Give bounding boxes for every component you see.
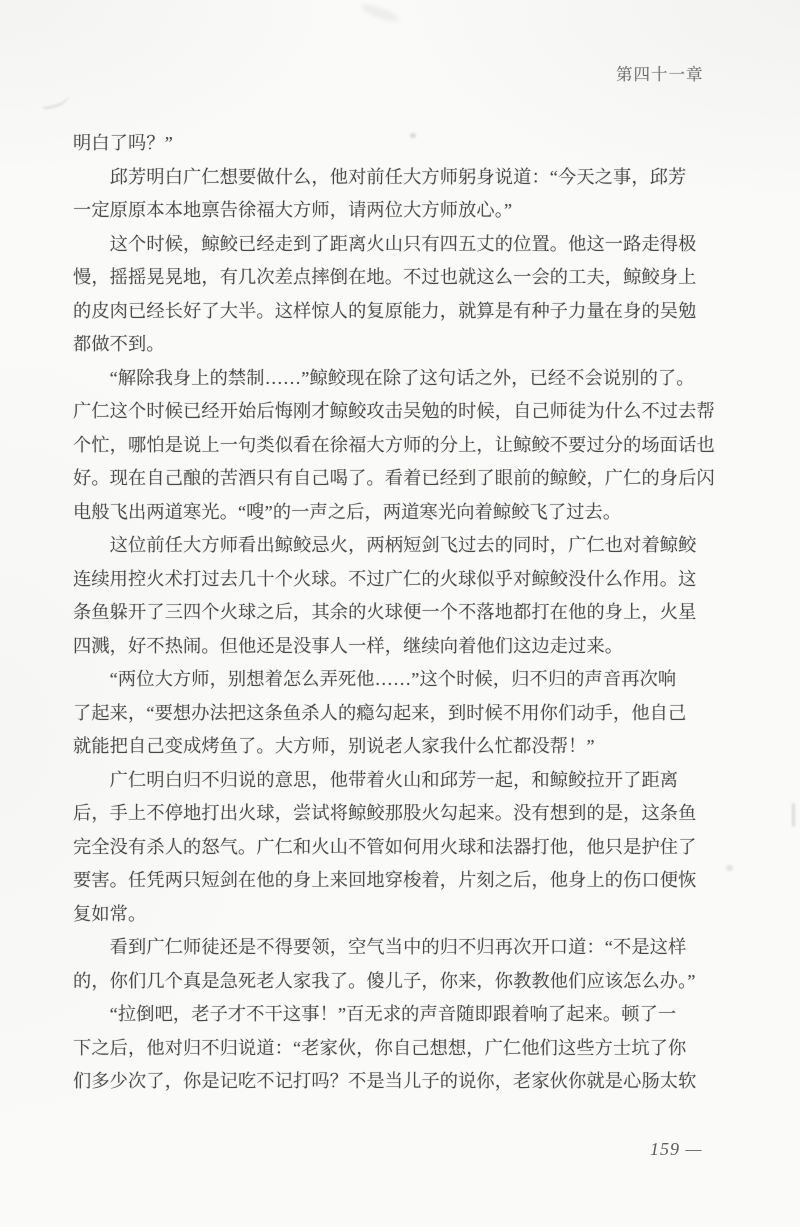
text-line: 这位前任大方师看出鲸鲛忌火，两柄短剑飞过去的同时，广仁也对着鲸鲛 <box>73 535 697 555</box>
text-line: 的皮肉已经长好了大半。这样惊人的复原能力，就算是有种子力量在身的吴勉 <box>73 300 697 321</box>
text-line: “两位大方师，别想着怎么弄死他……”这个时候，归不归的声音再次响 <box>73 669 677 689</box>
text-line: 要害。任凭两只短剑在他的身上来回地穿梭着，片刻之后，他身上的伤口便恢 <box>73 870 697 890</box>
text-line: 好。现在自己酿的苦酒只有自己喝了。看着已经到了眼前的鲸鲛，广仁的身后闪 <box>73 468 715 488</box>
text-line: 复如常。 <box>73 903 147 924</box>
text-line: 都做不到。 <box>73 334 165 354</box>
text-line: 条鱼躲开了三四个火球之后，其余的火球便一个不落地都打在他的身上，火星 <box>73 602 697 622</box>
text-line: 完全没有杀人的怒气。广仁和火山不管如何用火球和法器打他，他只是护住了 <box>73 836 697 857</box>
scan-smudge <box>359 1 400 24</box>
text-line: 电般飞出两道寒光。“嗖”的一声之后，两道寒光向着鲸鲛飞了过去。 <box>73 501 622 522</box>
text-line: 下之后，他对归不归说道：“老家伙，你自己想想，广仁他们这些方士坑了你 <box>73 1037 687 1058</box>
body-text-block <box>73 127 723 1099</box>
text-line: 慢，摇摇晃晃地，有几次差点摔倒在地。不过也就这么一会的工夫，鲸鲛身上 <box>73 267 697 287</box>
text-line: 个忙，哪怕是说上一句类似看在徐福大方师的分上，让鲸鲛不要过分的场面话也 <box>73 434 715 455</box>
text-line: 后，手上不停地打出火球，尝试将鲸鲛那股火勾起来。没有想到的是，这条鱼 <box>73 803 697 823</box>
text-line: 这个时候，鲸鲛已经走到了距离火山只有四五丈的位置。他这一路走得极 <box>73 233 697 254</box>
text-line: 一定原原本本地禀告徐福大方师，请两位大方师放心。” <box>73 200 513 220</box>
text-line: 广仁这个时候已经开始后悔刚才鲸鲛攻击吴勉的时候，自己师徒为什么不过去帮 <box>73 401 715 421</box>
text-line: 看到广仁师徒还是不得要领，空气当中的归不归再次开口道：“不是这样 <box>73 937 687 957</box>
text-line: 们多少次了，你是记吃不记打吗？不是当儿子的说你，老家伙你就是心肠太软 <box>73 1071 697 1091</box>
text-line: 明白了吗？” <box>73 133 173 153</box>
text-line: “拉倒吧，老子才不干这事！”百无求的声音随即跟着响了起来。顿了一 <box>73 1004 677 1024</box>
scan-smudge <box>726 865 733 871</box>
scan-smudge <box>792 803 795 827</box>
text-line: 连续用控火术打过去几十个火球。不过广仁的火球似乎对鲸鲛没什么作用。这 <box>73 568 697 589</box>
text-line: 四溅，好不热闹。但他还是没事人一样，继续向着他们这边走过来。 <box>73 635 624 656</box>
text-line: 邱芳明白广仁想要做什么，他对前任大方师躬身说道：“今天之事，邱芳 <box>73 166 687 187</box>
text-line: “解除我身上的禁制……”鲸鲛现在除了这句话之外，已经不会说别的了。 <box>73 367 695 388</box>
text-line: 的，你们几个真是急死老人家我了。傻儿子，你来，你教教他们应该怎么办。” <box>73 970 696 991</box>
text-line: 了起来，“要想办法把这条鱼杀人的瘾勾起来，到时候不用你们动手，他自己 <box>73 702 687 723</box>
scan-smudge <box>40 88 71 109</box>
text-line: 广仁明白归不归说的意思，他带着火山和邱芳一起，和鲸鲛拉开了距离 <box>73 769 679 790</box>
chapter-header: 第四十一章 <box>616 65 704 84</box>
page-number: 159 — <box>650 1139 703 1159</box>
text-line: 就能把自己变成烤鱼了。大方师，别说老人家我什么忙都没帮！” <box>73 736 595 756</box>
